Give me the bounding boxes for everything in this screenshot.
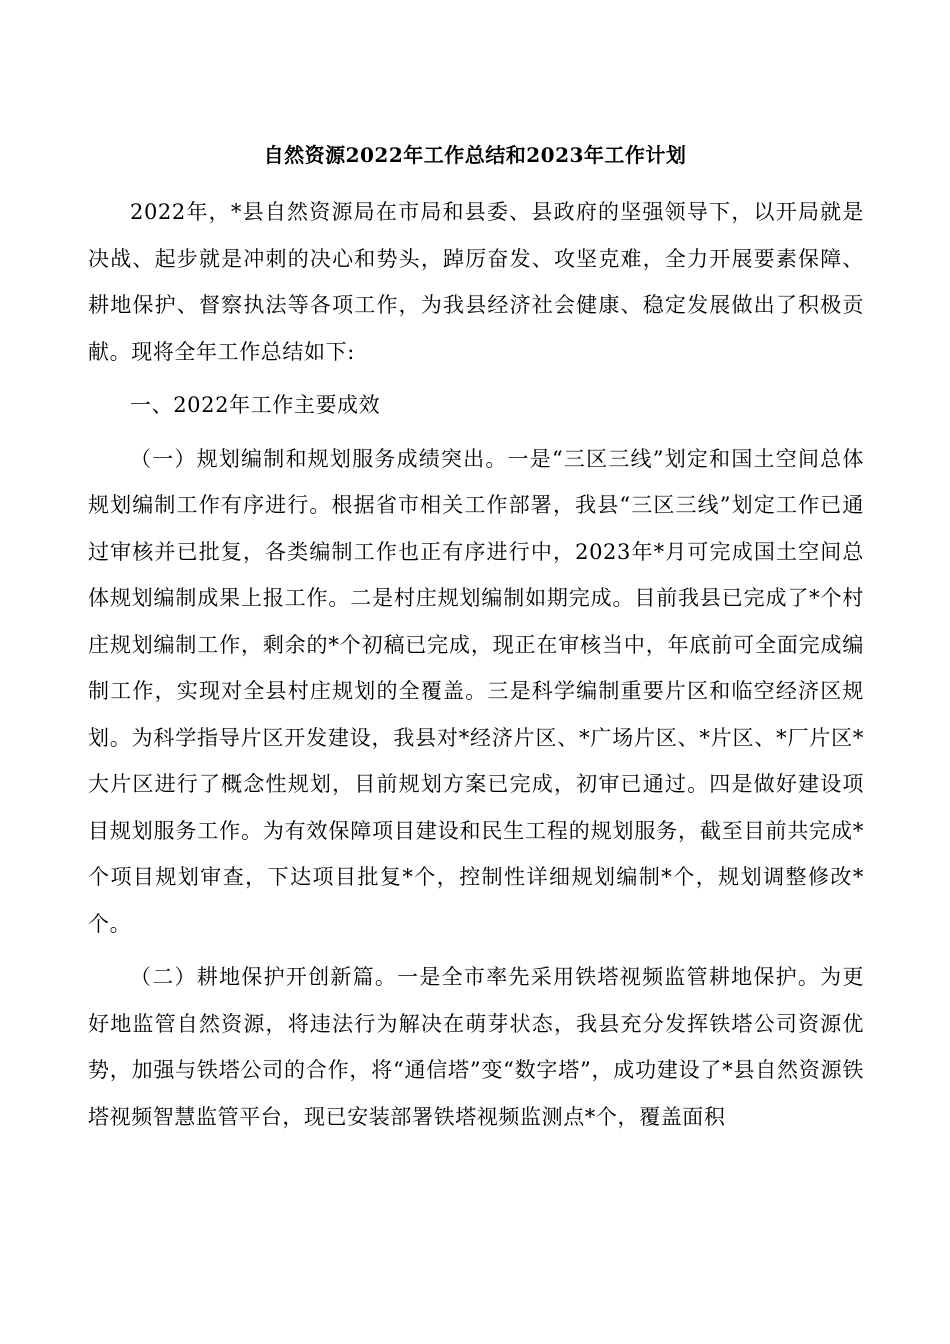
document-body <box>88 189 864 1147</box>
planning-paragraph: （一）规划编制和规划服务成绩突出。一是“三区三线”划定和国土空间总体规划编制工作有序进行。根据省市相关工作部署，我县“三区三线”划定工作已通过审核并已批复，各类编制工作也正有序进行中，2023年*月可完成国土空间总体规划编制成果上报工作。二是村庄规划编制如期完成。目前我县已完成了*个村庄规划编制工作，剩余的*个初稿已完成，现正在审核当中，年底前可全面完成编制工作，实现对全县村庄规划的全覆盖。三是科学编制重要片区和临空经济区规划。为科学指导片区开发建设，我县对*经济片区、*广场片区、*片区、*厂片区*大片区进行了概念性规划，目前规划方案已完成，初审已通过。四是做好建设项目规划服务工作。为有效保障项目建设和民生工程的规划服务，截至目前共完成*个项目规划审查，下达项目批复*个，控制性详细规划编制*个，规划调整修改*个。 <box>88 446 864 936</box>
intro-paragraph: 2022年，*县自然资源局在市局和县委、县政府的坚强领导下，以开局就是决战、起步就是冲刺的决心和势头，踔厉奋发、攻坚克难，全力开展要素保障、耕地保护、督察执法等各项工作，为我县经济社会健康、稳定发展做出了积极贡献。现将全年工作总结如下: <box>88 200 864 364</box>
document-title: 自然资源2022年工作总结和2023年工作计划 <box>263 143 687 167</box>
farmland-paragraph: （二）耕地保护开创新篇。一是全市率先采用铁塔视频监管耕地保护。为更好地监管自然资源，将违法行为解决在萌芽状态，我县充分发挥铁塔公司资源优势，加强与铁塔公司的合作，将“通信塔”变“数字塔”，成功建设了*县自然资源铁塔视频智慧监管平台，现已安装部署铁塔视频监测点*个，覆盖面积 <box>88 965 864 1129</box>
section-heading: 一、2022年工作主要成效 <box>130 393 381 417</box>
